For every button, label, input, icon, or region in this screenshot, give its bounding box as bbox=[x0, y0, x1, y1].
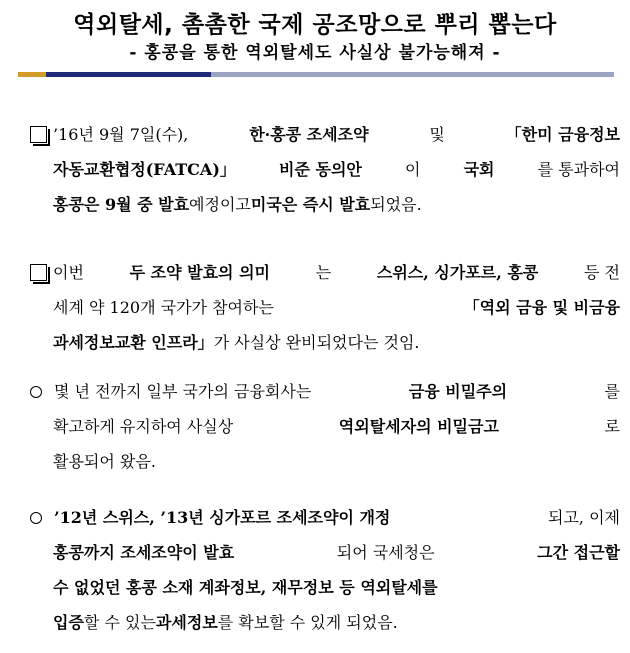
text-run: 되어 국세청은 bbox=[336, 543, 435, 562]
circle-bullet-icon bbox=[30, 512, 42, 524]
paragraph-line bbox=[30, 570, 620, 605]
divider-segment-orange bbox=[18, 72, 46, 77]
text-run: 「한미 금융정보 bbox=[505, 125, 620, 144]
text-run: 역외탈세자의 비밀금고 bbox=[338, 417, 499, 436]
text-run: 되고, 이제 bbox=[548, 508, 620, 527]
paragraph-line bbox=[30, 152, 620, 187]
paragraph-line bbox=[30, 290, 620, 325]
square-bullet-icon bbox=[30, 264, 47, 281]
paragraph-line bbox=[30, 325, 620, 360]
text-run: 를 확보할 수 있게 되었음. bbox=[217, 613, 398, 632]
text-run: 수 없었던 홍콩 소재 계좌정보, 재무정보 등 역외탈세를 bbox=[53, 578, 438, 597]
text-run: 예정이고 bbox=[189, 195, 251, 214]
paragraph-line bbox=[30, 374, 620, 409]
paragraph-fatca-treaty bbox=[30, 117, 620, 222]
text-run: 되었음. bbox=[370, 195, 422, 214]
paragraph-line bbox=[30, 255, 620, 290]
text-run: ’12년 스위스, ’13년 싱가포르 조세조약이 개정 bbox=[54, 508, 391, 527]
text-run: 「역외 금융 및 비금융 bbox=[463, 298, 620, 317]
text-run: 그간 접근할 bbox=[537, 543, 620, 562]
text-run: 이번 bbox=[53, 263, 84, 282]
paragraph-line bbox=[30, 444, 620, 479]
paragraph-bank-secrecy bbox=[30, 374, 620, 479]
text-run: 과세정보 bbox=[155, 613, 218, 632]
divider-segment-gray bbox=[211, 72, 614, 77]
text-run: 및 bbox=[429, 125, 445, 144]
header-divider bbox=[18, 72, 614, 77]
text-run: 홍콩까지 조세조약이 발효 bbox=[53, 543, 235, 562]
text-run: 이 bbox=[404, 160, 421, 179]
text-run: 는 bbox=[315, 263, 332, 282]
square-bullet-icon bbox=[30, 126, 47, 143]
text-run: 가 사실상 완비되었다는 것임. bbox=[213, 333, 420, 352]
text-run: 를 통과하여 bbox=[537, 160, 620, 179]
paragraph-line bbox=[30, 409, 620, 444]
text-run: 로 bbox=[604, 417, 620, 436]
text-run: 홍콩은 9월 중 발효 bbox=[53, 195, 190, 214]
paragraph-line bbox=[30, 535, 620, 570]
paragraph-line bbox=[30, 117, 620, 152]
paragraph-tax-info-access bbox=[30, 500, 620, 640]
paragraph-line bbox=[30, 187, 620, 222]
text-run: 한·홍콩 조세조약 bbox=[249, 125, 369, 144]
text-run: 미국은 즉시 발효 bbox=[250, 195, 371, 214]
text-run: 할 수 있는 bbox=[83, 613, 156, 632]
text-run: 세계 약 120개 국가가 참여하는 bbox=[53, 298, 274, 317]
paragraph-treaty-meaning bbox=[30, 255, 620, 360]
text-run: ’16년 9월 7일(수), bbox=[53, 125, 189, 144]
page-subtitle: - 홍콩을 통한 역외탈세도 사실상 불가능해져 - bbox=[129, 43, 501, 63]
text-run: 입증 bbox=[53, 613, 84, 632]
text-run: 확고하게 유지하여 사실상 bbox=[53, 417, 234, 436]
text-run: 활용되어 왔음. bbox=[53, 452, 156, 471]
text-run: 스위스, 싱가포르, 홍콩 bbox=[376, 263, 539, 282]
paragraph-line bbox=[30, 605, 620, 640]
text-run: 비준 동의안 bbox=[279, 160, 362, 179]
text-run: 자동교환협정(FATCA)」 bbox=[53, 160, 236, 179]
text-run: 과세정보교환 인프라」 bbox=[53, 333, 214, 352]
circle-bullet-icon bbox=[30, 386, 42, 398]
text-run: 를 bbox=[604, 382, 620, 401]
text-run: 국회 bbox=[463, 160, 495, 179]
text-run: 등 전 bbox=[583, 263, 620, 282]
divider-segment-navy bbox=[46, 72, 211, 77]
text-run: 금융 비밀주의 bbox=[408, 382, 508, 401]
text-run: 두 조약 발효의 의미 bbox=[129, 263, 270, 282]
text-run: 몇 년 전까지 일부 국가의 금융회사는 bbox=[54, 382, 312, 401]
paragraph-line bbox=[30, 500, 620, 535]
page-title: 역외탈세, 촘촘한 국제 공조망으로 뿌리 뽑는다 bbox=[73, 12, 557, 38]
